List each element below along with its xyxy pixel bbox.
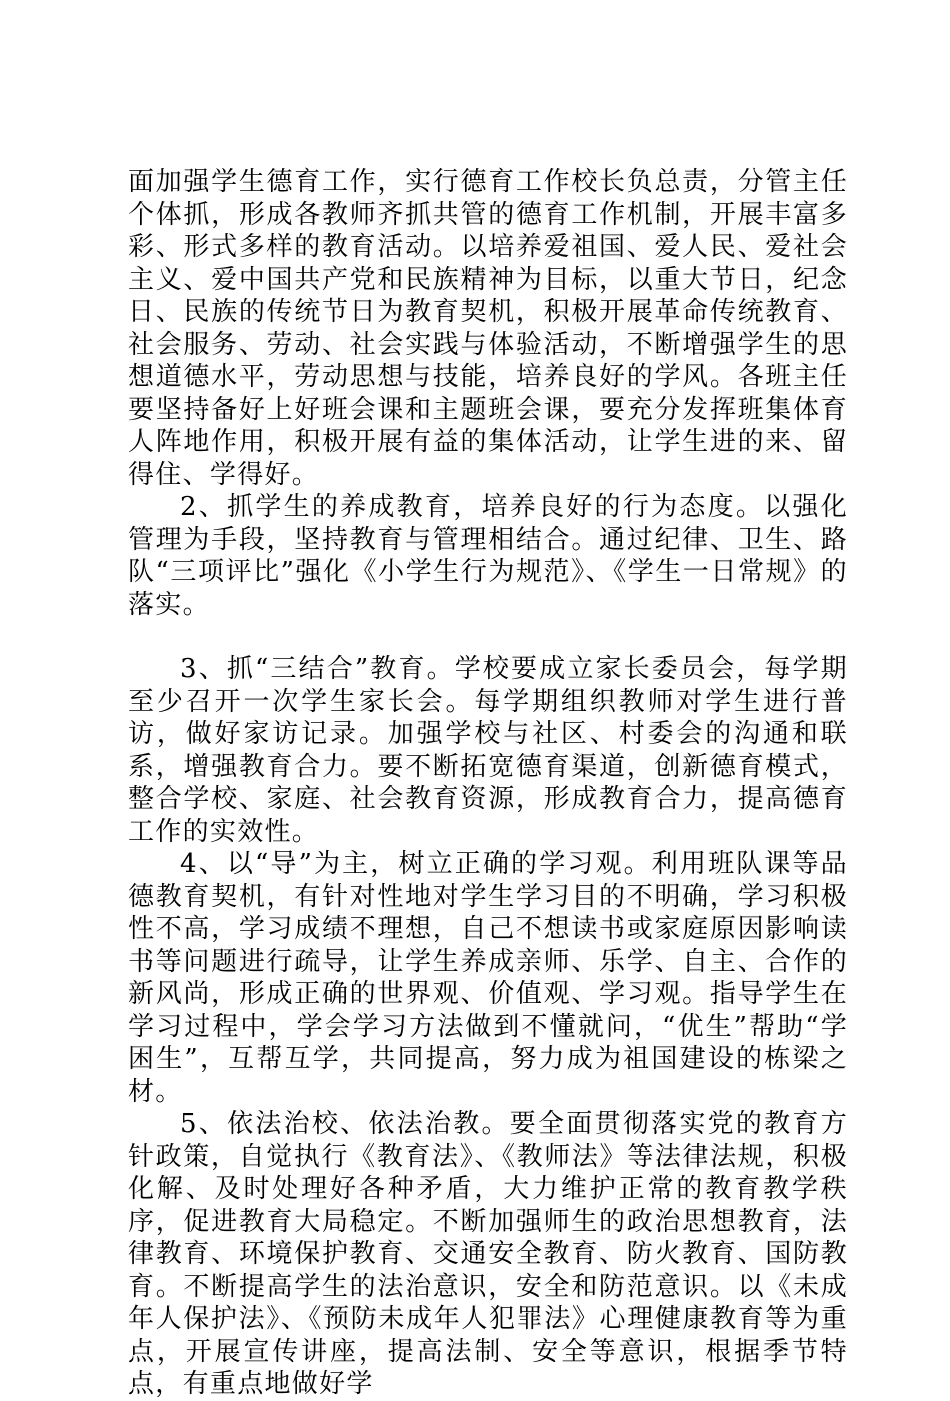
paragraph-rule-of-law: 5、依法治校、依法治教。要全面贯彻落实党的教育方针政策，自觉执行《教育法》、《教师法》等法律法规，积极化解、及时处理好各种矛盾，大力维护正常的教育教学秩序，促进教育大局稳定。不断加强师生的政治思想教育，法律教育、环境保护教育、交通安全教育、防火教育、国防教育。不断提高学生的法治意识，安全和防范意识。以《未成年人保护法》、《预防未成年人犯罪法》心理健康教育等为重点，开展宣传讲座，提高法制、安全等意识，根据季节特点，有重点地做好学 bbox=[128, 1109, 848, 1399]
paragraph-three-combination: 3、抓“三结合”教育。学校要成立家长委员会，每学期至少召开一次学生家长会。每学期组织教师对学生进行普访，做好家访记录。加强学校与社区、村委会的沟通和联系，增强教育合力。要不断拓宽德育渠道，创新德育模式，整合学校、家庭、社会教育资源，形成教育合力，提高德育工作的实效性。 bbox=[128, 654, 848, 847]
document-body bbox=[128, 166, 848, 1401]
paragraph-spacer bbox=[128, 621, 848, 653]
paragraph-habit-education: 2、抓学生的养成教育，培养良好的行为态度。以强化管理为手段，坚持教育与管理相结合。通过纪律、卫生、路队“三项评比”强化《小学生行为规范》、《学生一日常规》的落实。 bbox=[128, 492, 848, 620]
paragraph-learning-view: 4、以“导”为主，树立正确的学习观。利用班队课等品德教育契机，有针对性地对学生学习目的不明确，学习积极性不高，学习成绩不理想，自己不想读书或家庭原因影响读书等问题进行疏导，让学生养成亲师、乐学、自主、合作的新风尚，形成正确的世界观、价值观、学习观。指导学生在学习过程中，学会学习方法做到不懂就问，“优生”帮助“学困生”，互帮互学，共同提高，努力成为祖国建设的栋梁之材。 bbox=[128, 849, 848, 1107]
paragraph-moral-education-intro: 面加强学生德育工作，实行德育工作校长负总责，分管主任个体抓，形成各教师齐抓共管的德育工作机制，开展丰富多彩、形式多样的教育活动。以培养爱祖国、爱人民、爱社会主义、爱中国共产党和民族精神为目标，以重大节日，纪念日、民族的传统节日为教育契机，积极开展革命传统教育、社会服务、劳动、社会实践与体验活动，不断增强学生的思想道德水平，劳动思想与技能，培养良好的学风。各班主任要坚持备好上好班会课和主题班会课，要充分发挥班集体育人阵地作用，积极开展有益的集体活动，让学生进的来、留得住、学得好。 bbox=[128, 167, 848, 490]
